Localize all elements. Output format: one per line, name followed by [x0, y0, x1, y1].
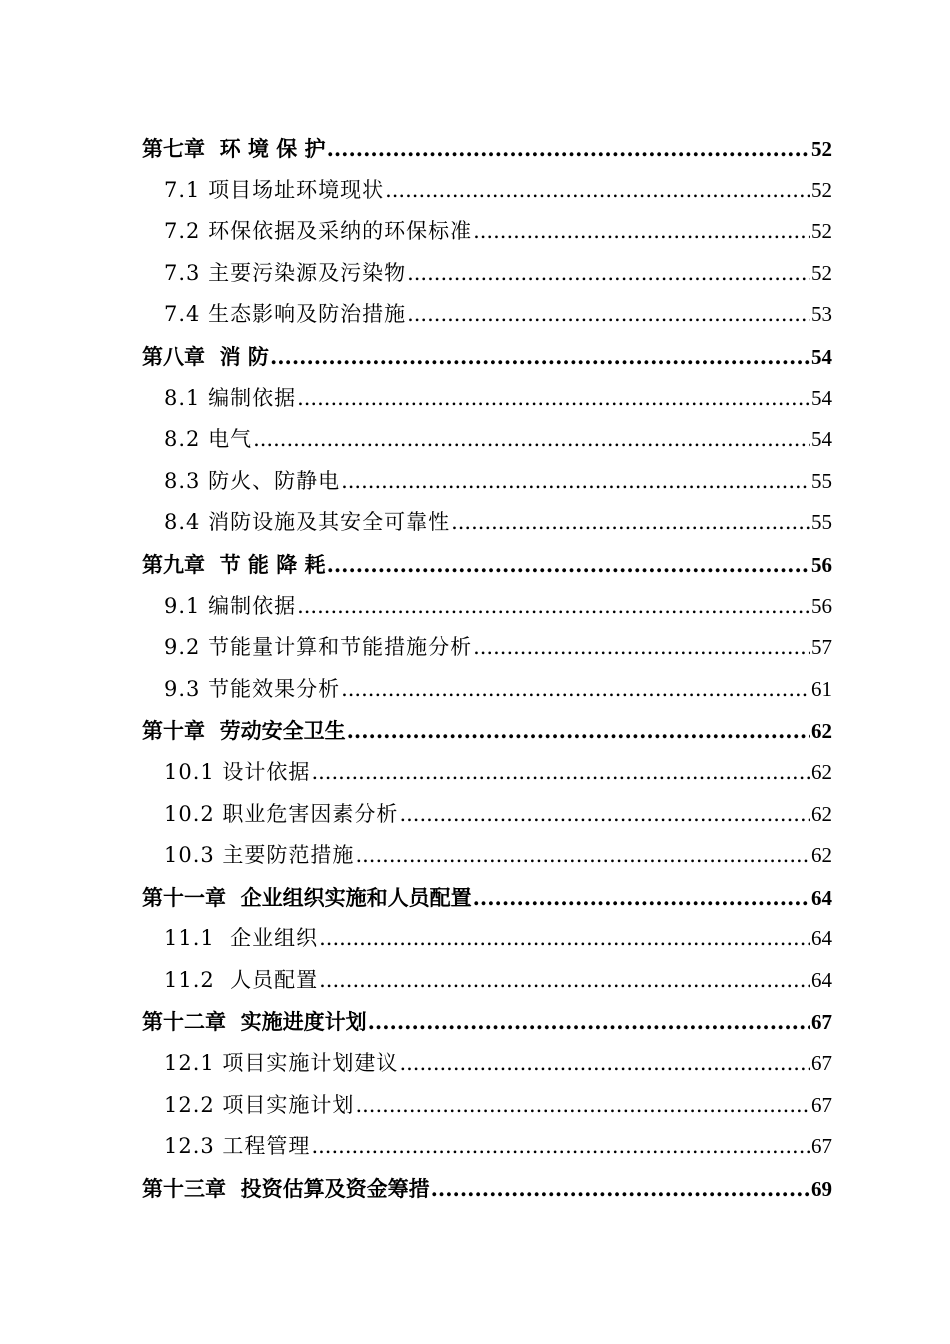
toc-entry-title: 7.2 环保依据及采纳的环保标准 [164, 219, 473, 244]
toc-chapter-entry[interactable] [142, 544, 832, 586]
toc-entry-title: 11.2 人员配置 [164, 967, 319, 992]
toc-dot-leader [327, 544, 810, 586]
toc-entry-page-number: 52 [811, 219, 832, 244]
toc-entry-page-number: 56 [811, 593, 832, 618]
toc-dot-leader [451, 502, 810, 544]
toc-chapter-entry[interactable] [142, 336, 832, 378]
toc-entry-title: 8.2 电气 [164, 427, 253, 452]
toc-entry-title: 9.1 编制依据 [164, 593, 297, 618]
toc-entry-page-number: 55 [811, 468, 832, 493]
toc-entry-title: 第十三章 投资估算及资金筹措 [142, 1175, 430, 1201]
toc-entry-page-number: 56 [811, 552, 832, 577]
toc-entry-page-number: 61 [811, 676, 832, 701]
toc-dot-leader [253, 419, 810, 461]
toc-dot-leader [431, 1168, 810, 1210]
toc-section-entry[interactable] [142, 378, 832, 420]
toc-entry-page-number: 67 [811, 1134, 832, 1159]
toc-entry-title: 第八章 消 防 [142, 343, 269, 369]
toc-entry-title: 第十一章 企业组织实施和人员配置 [142, 884, 472, 910]
toc-entry-page-number: 52 [811, 260, 832, 285]
toc-entry-title: 8.1 编制依据 [164, 385, 297, 410]
toc-entry-page-number: 67 [811, 1051, 832, 1076]
toc-dot-leader [327, 128, 810, 170]
toc-dot-leader [407, 294, 810, 336]
toc-entry-title: 第九章 节 能 降 耗 [142, 551, 326, 577]
toc-entry-title: 8.3 防火、防静电 [164, 468, 341, 493]
toc-section-entry[interactable] [142, 669, 832, 711]
toc-entry-page-number: 64 [811, 926, 832, 951]
toc-dot-leader [347, 710, 810, 752]
toc-chapter-entry[interactable] [142, 1168, 832, 1210]
toc-entry-title: 11.1 企业组织 [164, 926, 319, 951]
toc-dot-leader [341, 461, 810, 503]
toc-chapter-entry[interactable] [142, 877, 832, 919]
toc-entry-page-number: 67 [811, 1010, 832, 1035]
toc-dot-leader [473, 877, 810, 919]
toc-section-entry[interactable] [142, 1043, 832, 1085]
toc-section-entry[interactable] [142, 1126, 832, 1168]
toc-section-entry[interactable] [142, 253, 832, 295]
toc-dot-leader [399, 794, 810, 836]
toc-section-entry[interactable] [142, 170, 832, 212]
toc-entry-page-number: 64 [811, 967, 832, 992]
toc-dot-leader [311, 1126, 810, 1168]
toc-chapter-entry[interactable] [142, 128, 832, 170]
toc-entry-page-number: 55 [811, 510, 832, 535]
toc-section-entry[interactable] [142, 461, 832, 503]
toc-entry-title: 10.3 主要防范措施 [164, 843, 355, 868]
toc-dot-leader [473, 211, 810, 253]
toc-entry-title: 12.3 工程管理 [164, 1134, 311, 1159]
toc-entry-page-number: 52 [811, 137, 832, 161]
toc-dot-leader [319, 960, 810, 1002]
toc-entry-page-number: 54 [811, 427, 832, 452]
toc-dot-leader [311, 752, 810, 794]
toc-section-entry[interactable] [142, 960, 832, 1002]
toc-entry-page-number: 62 [811, 759, 832, 784]
toc-entry-title: 第十二章 实施进度计划 [142, 1009, 367, 1035]
toc-entry-page-number: 67 [811, 1092, 832, 1117]
toc-section-entry[interactable] [142, 211, 832, 253]
toc-section-entry[interactable] [142, 502, 832, 544]
toc-section-entry[interactable] [142, 294, 832, 336]
toc-entry-title: 9.3 节能效果分析 [164, 676, 341, 701]
toc-dot-leader [270, 336, 810, 378]
toc-dot-leader [297, 378, 810, 420]
toc-entry-title: 10.2 职业危害因素分析 [164, 801, 399, 826]
toc-section-entry[interactable] [142, 627, 832, 669]
toc-entry-page-number: 69 [811, 1176, 832, 1201]
toc-section-entry[interactable] [142, 794, 832, 836]
toc-dot-leader [385, 170, 810, 212]
toc-entry-page-number: 54 [811, 344, 832, 369]
toc-entry-page-number: 54 [811, 385, 832, 410]
toc-entry-title: 8.4 消防设施及其安全可靠性 [164, 510, 451, 535]
toc-section-entry[interactable] [142, 586, 832, 628]
toc-entry-title: 12.2 项目实施计划 [164, 1092, 355, 1117]
toc-dot-leader [319, 918, 810, 960]
toc-entry-page-number: 62 [811, 801, 832, 826]
toc-entry-title: 9.2 节能量计算和节能措施分析 [164, 635, 473, 660]
toc-entry-page-number: 57 [811, 635, 832, 660]
table-of-contents [142, 128, 832, 1209]
toc-dot-leader [399, 1043, 810, 1085]
toc-section-entry[interactable] [142, 752, 832, 794]
toc-dot-leader [407, 253, 810, 295]
toc-entry-title: 12.1 项目实施计划建议 [164, 1051, 399, 1076]
toc-entry-title: 7.3 主要污染源及污染物 [164, 260, 407, 285]
toc-entry-page-number: 53 [811, 302, 832, 327]
toc-dot-leader [297, 586, 810, 628]
toc-entry-title: 第七章 环 境 保 护 [142, 136, 326, 161]
toc-section-entry[interactable] [142, 835, 832, 877]
toc-entry-page-number: 52 [811, 177, 832, 202]
toc-entry-page-number: 62 [811, 719, 832, 744]
toc-dot-leader [473, 627, 810, 669]
toc-section-entry[interactable] [142, 419, 832, 461]
toc-entry-title: 7.4 生态影响及防治措施 [164, 302, 407, 327]
toc-entry-title: 10.1 设计依据 [164, 759, 311, 784]
toc-dot-leader [368, 1001, 810, 1043]
toc-entry-title: 第十章 劳动安全卫生 [142, 718, 346, 744]
toc-dot-leader [355, 835, 810, 877]
toc-chapter-entry[interactable] [142, 710, 832, 752]
toc-entry-page-number: 62 [811, 843, 832, 868]
toc-section-entry[interactable] [142, 1085, 832, 1127]
toc-dot-leader [355, 1085, 810, 1127]
toc-entry-title: 7.1 项目场址环境现状 [164, 177, 385, 202]
toc-section-entry[interactable] [142, 918, 832, 960]
toc-chapter-entry[interactable] [142, 1001, 832, 1043]
toc-dot-leader [341, 669, 810, 711]
toc-entry-page-number: 64 [811, 885, 832, 910]
